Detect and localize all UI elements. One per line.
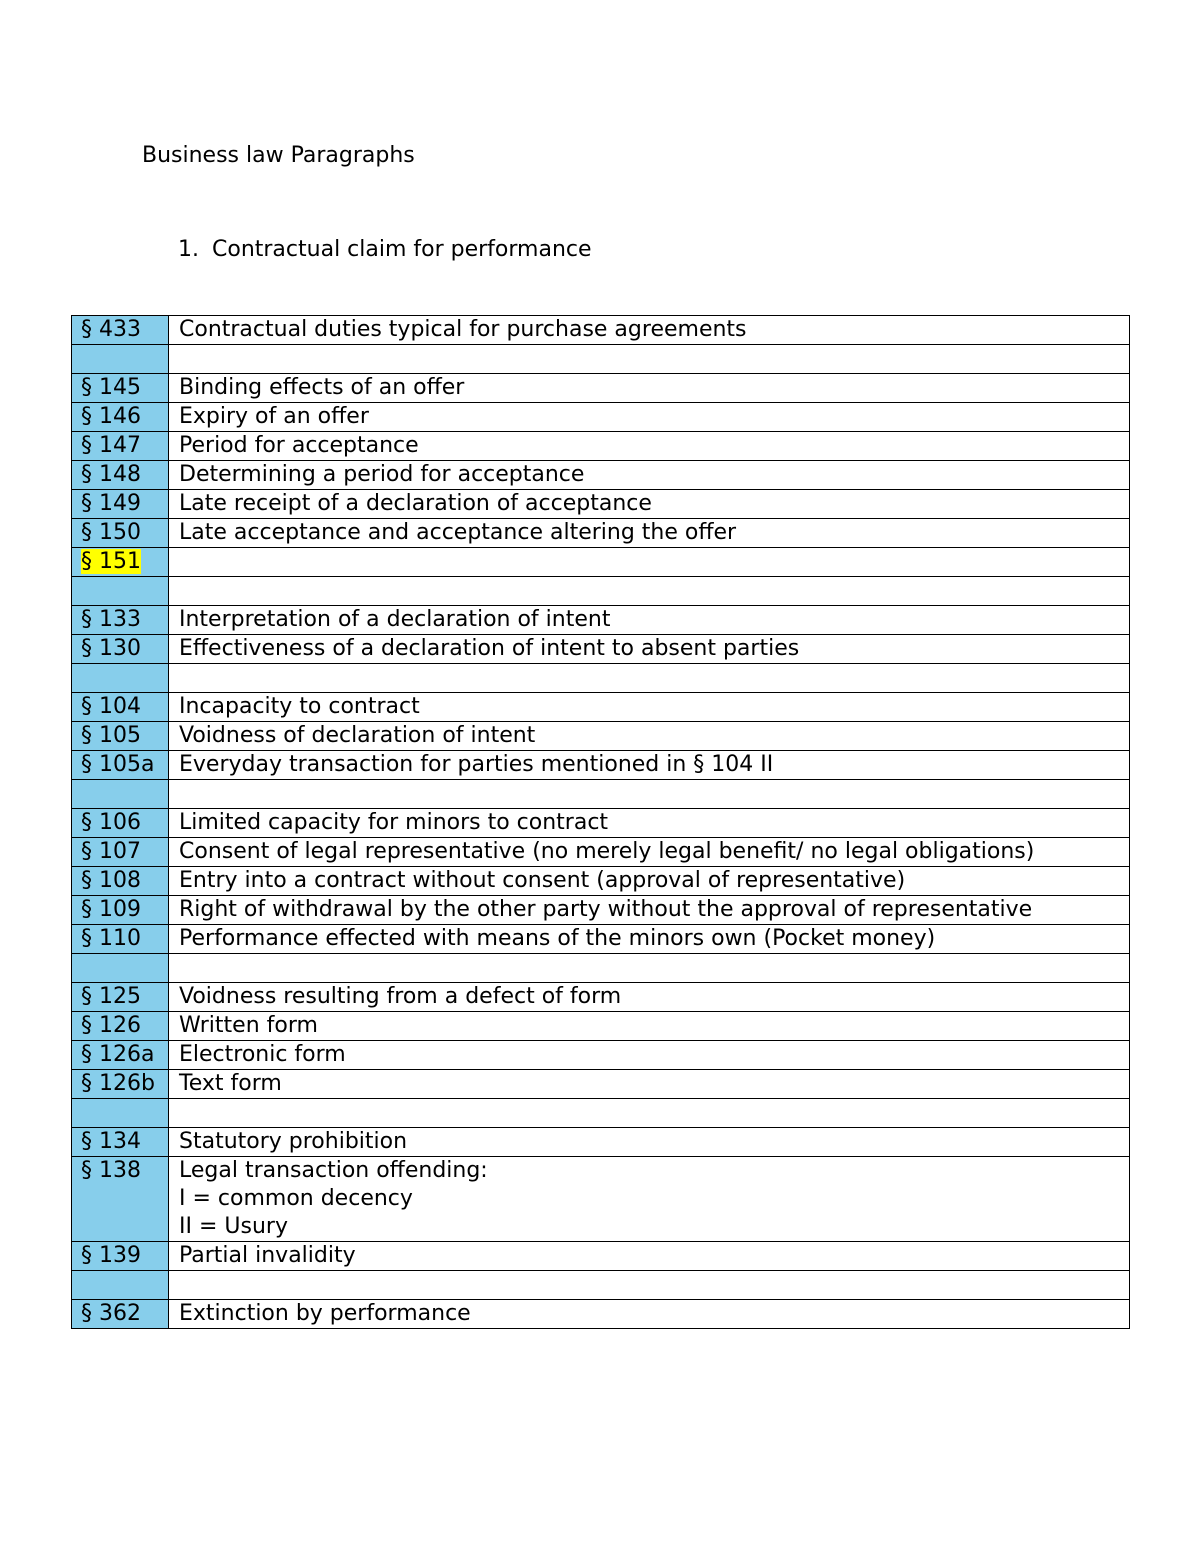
paragraph-number: § 133 bbox=[81, 607, 141, 632]
paragraph-description: Late acceptance and acceptance altering the offer bbox=[179, 520, 737, 545]
table-row bbox=[72, 838, 1130, 867]
paragraph-number-cell bbox=[72, 635, 169, 664]
paragraph-description-cell bbox=[169, 780, 1130, 809]
paragraph-number: § 105 bbox=[81, 723, 141, 748]
table-row bbox=[72, 432, 1130, 461]
paragraph-description-cell bbox=[169, 722, 1130, 751]
document-title: Business law Paragraphs bbox=[142, 143, 415, 168]
paragraph-description-cell bbox=[169, 809, 1130, 838]
paragraph-description: Period for acceptance bbox=[179, 433, 419, 458]
paragraph-number: § 138 bbox=[81, 1158, 141, 1183]
paragraph-description-cell bbox=[169, 867, 1130, 896]
paragraph-number: § 148 bbox=[81, 462, 141, 487]
paragraph-number-cell bbox=[72, 345, 169, 374]
table-row bbox=[72, 983, 1130, 1012]
paragraph-description-cell bbox=[169, 1070, 1130, 1099]
paragraph-number-cell bbox=[72, 1242, 169, 1271]
paragraph-number-cell bbox=[72, 722, 169, 751]
paragraph-number-cell bbox=[72, 751, 169, 780]
paragraph-number: § 105a bbox=[81, 752, 155, 777]
table-row bbox=[72, 490, 1130, 519]
paragraph-description: Incapacity to contract bbox=[179, 694, 420, 719]
table-row bbox=[72, 809, 1130, 838]
paragraph-number: § 147 bbox=[81, 433, 141, 458]
paragraph-number: § 139 bbox=[81, 1243, 141, 1268]
section-number: 1. bbox=[178, 237, 199, 262]
paragraph-description-cell bbox=[169, 635, 1130, 664]
paragraph-number: § 145 bbox=[81, 375, 141, 400]
paragraph-number: § 108 bbox=[81, 868, 141, 893]
paragraph-number: § 151 bbox=[81, 549, 141, 574]
table-row bbox=[72, 664, 1130, 693]
paragraph-table bbox=[71, 315, 1130, 1329]
table-row bbox=[72, 374, 1130, 403]
table-row bbox=[72, 1012, 1130, 1041]
paragraph-description: Consent of legal representative (no merely legal benefit/ no legal obligations) bbox=[179, 839, 1035, 864]
paragraph-description-cell bbox=[169, 983, 1130, 1012]
paragraph-number-cell bbox=[72, 1012, 169, 1041]
paragraph-description-cell bbox=[169, 896, 1130, 925]
paragraph-description: Contractual duties typical for purchase agreements bbox=[179, 317, 747, 342]
paragraph-description-cell bbox=[169, 954, 1130, 983]
paragraph-description-cell bbox=[169, 1099, 1130, 1128]
paragraph-description: Expiry of an offer bbox=[179, 404, 369, 429]
paragraph-description-cell bbox=[169, 374, 1130, 403]
paragraph-description: Everyday transaction for parties mentioned in § 104 II bbox=[179, 752, 774, 777]
paragraph-description: Binding effects of an offer bbox=[179, 375, 465, 400]
paragraph-number-cell bbox=[72, 838, 169, 867]
table-row bbox=[72, 606, 1130, 635]
paragraph-description-cell bbox=[169, 1300, 1130, 1329]
paragraph-description: II = Usury bbox=[179, 1214, 288, 1239]
paragraph-number-cell bbox=[72, 896, 169, 925]
paragraph-description: Interpretation of a declaration of intent bbox=[179, 607, 611, 632]
paragraph-description: Electronic form bbox=[179, 1042, 346, 1067]
table-row bbox=[72, 867, 1130, 896]
paragraph-description: Legal transaction offending: bbox=[179, 1158, 488, 1183]
paragraph-number-cell bbox=[72, 461, 169, 490]
table-row bbox=[72, 345, 1130, 374]
paragraph-number-cell bbox=[72, 1041, 169, 1070]
paragraph-description: Performance effected with means of the minors own (Pocket money) bbox=[179, 926, 936, 951]
paragraph-description: Written form bbox=[179, 1013, 318, 1038]
paragraph-number-cell bbox=[72, 1070, 169, 1099]
paragraph-description-cell bbox=[169, 548, 1130, 577]
table-row bbox=[72, 403, 1130, 432]
paragraph-description-cell bbox=[169, 577, 1130, 606]
paragraph-description-cell bbox=[169, 693, 1130, 722]
paragraph-number-cell bbox=[72, 925, 169, 954]
paragraph-number-cell bbox=[72, 519, 169, 548]
paragraph-description: I = common decency bbox=[179, 1186, 413, 1211]
paragraph-number-cell bbox=[72, 1099, 169, 1128]
paragraph-description: Text form bbox=[179, 1071, 282, 1096]
table-row bbox=[72, 316, 1130, 345]
paragraph-number-cell bbox=[72, 693, 169, 722]
table-row bbox=[72, 780, 1130, 809]
paragraph-description-cell bbox=[169, 1157, 1130, 1242]
paragraph-description-cell bbox=[169, 461, 1130, 490]
table-row bbox=[72, 635, 1130, 664]
paragraph-description-cell bbox=[169, 403, 1130, 432]
table-row bbox=[72, 1041, 1130, 1070]
paragraph-number: § 146 bbox=[81, 404, 141, 429]
paragraph-description: Voidness of declaration of intent bbox=[179, 723, 536, 748]
paragraph-number-cell bbox=[72, 403, 169, 432]
paragraph-number: § 126 bbox=[81, 1013, 141, 1038]
paragraph-number-cell bbox=[72, 432, 169, 461]
paragraph-number-cell bbox=[72, 780, 169, 809]
paragraph-description: Limited capacity for minors to contract bbox=[179, 810, 609, 835]
paragraph-description: Entry into a contract without consent (approval of representative) bbox=[179, 868, 906, 893]
table-row bbox=[72, 693, 1130, 722]
table-row bbox=[72, 751, 1130, 780]
table-row bbox=[72, 925, 1130, 954]
paragraph-number: § 126b bbox=[81, 1071, 155, 1096]
table-row bbox=[72, 519, 1130, 548]
paragraph-number-cell bbox=[72, 954, 169, 983]
paragraph-description: Late receipt of a declaration of acceptance bbox=[179, 491, 652, 516]
paragraph-number: § 125 bbox=[81, 984, 141, 1009]
paragraph-number-cell bbox=[72, 1271, 169, 1300]
paragraph-number: § 150 bbox=[81, 520, 141, 545]
paragraph-number-cell bbox=[72, 1128, 169, 1157]
paragraph-number-cell bbox=[72, 664, 169, 693]
table-row bbox=[72, 577, 1130, 606]
paragraph-description-cell bbox=[169, 838, 1130, 867]
paragraph-number-cell bbox=[72, 1157, 169, 1242]
paragraph-description-cell bbox=[169, 1271, 1130, 1300]
paragraph-number: § 130 bbox=[81, 636, 141, 661]
table-row bbox=[72, 548, 1130, 577]
paragraph-number-cell bbox=[72, 577, 169, 606]
table-row bbox=[72, 1128, 1130, 1157]
paragraph-number: § 126a bbox=[81, 1042, 155, 1067]
paragraph-description: Extinction by performance bbox=[179, 1301, 471, 1326]
paragraph-description-cell bbox=[169, 1041, 1130, 1070]
paragraph-description-cell bbox=[169, 432, 1130, 461]
table-row bbox=[72, 1070, 1130, 1099]
paragraph-number-cell bbox=[72, 548, 169, 577]
paragraph-description-cell bbox=[169, 925, 1130, 954]
paragraph-description: Voidness resulting from a defect of form bbox=[179, 984, 622, 1009]
paragraph-number-cell bbox=[72, 867, 169, 896]
paragraph-description-cell bbox=[169, 606, 1130, 635]
paragraph-number: § 106 bbox=[81, 810, 141, 835]
paragraph-number-cell bbox=[72, 1300, 169, 1329]
table-row bbox=[72, 1157, 1130, 1242]
paragraph-number: § 134 bbox=[81, 1129, 141, 1154]
paragraph-description: Statutory prohibition bbox=[179, 1129, 408, 1154]
table-row bbox=[72, 954, 1130, 983]
paragraph-number: § 109 bbox=[81, 897, 141, 922]
paragraph-number-cell bbox=[72, 983, 169, 1012]
table-row bbox=[72, 1271, 1130, 1300]
paragraph-description: Effectiveness of a declaration of intent to absent parties bbox=[179, 636, 800, 661]
paragraph-number: § 149 bbox=[81, 491, 141, 516]
paragraph-number: § 433 bbox=[81, 317, 141, 342]
table-row bbox=[72, 461, 1130, 490]
paragraph-number: § 107 bbox=[81, 839, 141, 864]
paragraph-description-cell bbox=[169, 519, 1130, 548]
table-row bbox=[72, 1242, 1130, 1271]
paragraph-description-cell bbox=[169, 1012, 1130, 1041]
paragraph-number: § 362 bbox=[81, 1301, 141, 1326]
paragraph-description: Partial invalidity bbox=[179, 1243, 356, 1268]
paragraph-table-body bbox=[72, 316, 1130, 1329]
section-heading bbox=[178, 236, 592, 264]
table-row bbox=[72, 896, 1130, 925]
paragraph-description-cell bbox=[169, 751, 1130, 780]
paragraph-description: Determining a period for acceptance bbox=[179, 462, 585, 487]
section-heading-text: Contractual claim for performance bbox=[212, 237, 592, 262]
paragraph-number-cell bbox=[72, 374, 169, 403]
paragraph-description-cell bbox=[169, 316, 1130, 345]
paragraph-description-cell bbox=[169, 664, 1130, 693]
paragraph-number-cell bbox=[72, 490, 169, 519]
paragraph-description-cell bbox=[169, 490, 1130, 519]
paragraph-description: Right of withdrawal by the other party without the approval of representative bbox=[179, 897, 1033, 922]
paragraph-description-cell bbox=[169, 1242, 1130, 1271]
paragraph-number: § 104 bbox=[81, 694, 141, 719]
table-row bbox=[72, 722, 1130, 751]
paragraph-number-cell bbox=[72, 316, 169, 345]
table-row bbox=[72, 1300, 1130, 1329]
table-row bbox=[72, 1099, 1130, 1128]
paragraph-description-cell bbox=[169, 345, 1130, 374]
paragraph-number-cell bbox=[72, 809, 169, 838]
paragraph-number-cell bbox=[72, 606, 169, 635]
paragraph-number: § 110 bbox=[81, 926, 141, 951]
paragraph-description-cell bbox=[169, 1128, 1130, 1157]
